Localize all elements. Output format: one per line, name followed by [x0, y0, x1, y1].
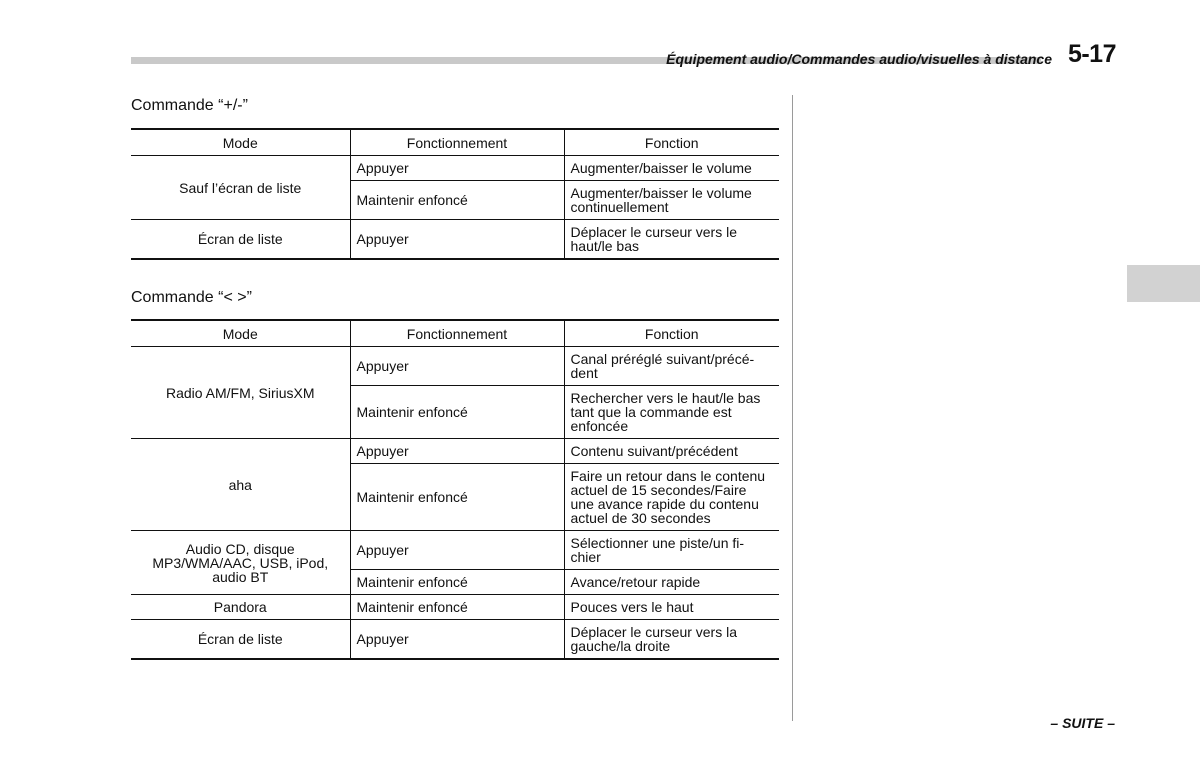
column-header-operation: Fonctionnement [350, 129, 564, 156]
function-cell: Canal préréglé suivant/précé-dent [564, 347, 779, 386]
operation-cell: Maintenir enfoncé [350, 181, 564, 220]
mode-cell: Écran de liste [131, 620, 350, 659]
function-cell: Déplacer le curseur vers le haut/le bas [564, 220, 779, 259]
column-header-operation: Fonctionnement [350, 320, 564, 347]
function-cell: Augmenter/baisser le volume [564, 156, 779, 181]
mode-cell: aha [131, 439, 350, 531]
table-row [131, 439, 779, 464]
page-number: 5-17 [1067, 40, 1116, 68]
function-cell: Avance/retour rapide [564, 570, 779, 595]
operation-cell: Appuyer [350, 620, 564, 659]
page-header-title: Équipement audio/Commandes audio/visuelles à distance [666, 51, 1052, 67]
mode-cell: Pandora [131, 595, 350, 620]
operation-cell: Appuyer [350, 220, 564, 259]
operation-cell: Appuyer [350, 347, 564, 386]
column-header-function: Fonction [564, 129, 779, 156]
chapter-thumb-tab [1127, 265, 1200, 302]
mode-cell: Écran de liste [131, 220, 350, 259]
table-row [131, 220, 779, 259]
function-cell: Faire un retour dans le contenu actuel de 15 secondes/Faire une avance rapide du contenu actuel de 30 secondes [564, 464, 779, 531]
operation-cell: Appuyer [350, 531, 564, 570]
operation-cell: Maintenir enfoncé [350, 386, 564, 439]
function-cell: Contenu suivant/précédent [564, 439, 779, 464]
table-row [131, 595, 779, 620]
mode-cell: Sauf l’écran de liste [131, 156, 350, 220]
column-header-mode: Mode [131, 320, 350, 347]
continued-marker: – SUITE – [1050, 715, 1115, 731]
function-cell: Augmenter/baisser le volume continuellement [564, 181, 779, 220]
table-row [131, 156, 779, 181]
left-right-command-table [131, 319, 779, 660]
column-divider [792, 95, 793, 721]
mode-cell: Audio CD, disque MP3/WMA/AAC, USB, iPod, audio BT [131, 531, 350, 595]
function-cell: Rechercher vers le haut/le bas tant que la commande est enfoncée [564, 386, 779, 439]
operation-cell: Maintenir enfoncé [350, 570, 564, 595]
table-header-row [131, 129, 779, 156]
mode-cell: Radio AM/FM, SiriusXM [131, 347, 350, 439]
column-header-mode: Mode [131, 129, 350, 156]
section-title-left-right: Commande “< >” [131, 289, 252, 306]
function-cell: Sélectionner une piste/un fi-chier [564, 531, 779, 570]
table-header-row [131, 320, 779, 347]
section-title-plus-minus: Commande “+/-” [131, 97, 248, 114]
operation-cell: Appuyer [350, 439, 564, 464]
function-cell: Déplacer le curseur vers la gauche/la droite [564, 620, 779, 659]
plus-minus-command-table [131, 128, 779, 260]
operation-cell: Appuyer [350, 156, 564, 181]
column-header-function: Fonction [564, 320, 779, 347]
operation-cell: Maintenir enfoncé [350, 464, 564, 531]
table-row [131, 531, 779, 570]
operation-cell: Maintenir enfoncé [350, 595, 564, 620]
table-row [131, 620, 779, 659]
table-row [131, 347, 779, 386]
function-cell: Pouces vers le haut [564, 595, 779, 620]
